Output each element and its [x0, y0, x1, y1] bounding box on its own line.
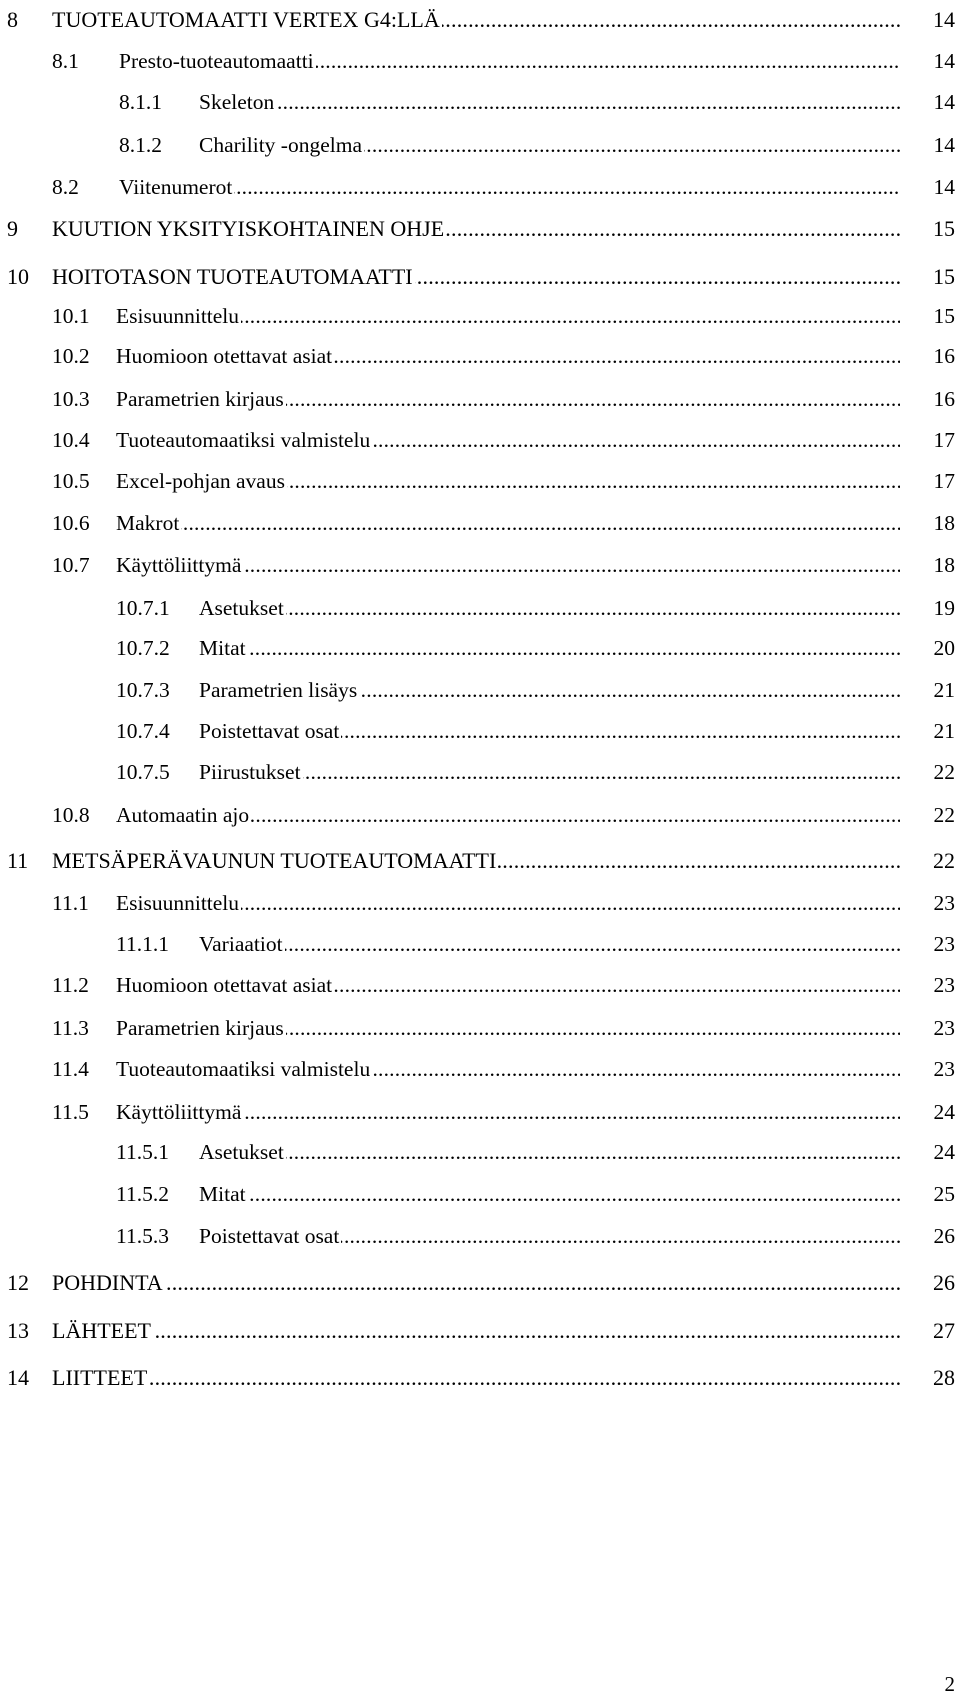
- toc-entry[interactable]: [0, 841, 960, 881]
- toc-entry-number: 11.5.3: [116, 1224, 169, 1248]
- toc-entry-page: 15: [903, 296, 955, 336]
- toc-entry-page: 27: [903, 1311, 955, 1351]
- toc-entry[interactable]: [0, 795, 960, 835]
- toc-entry[interactable]: [0, 82, 960, 122]
- toc-entry-title: Poistettavat osat: [199, 711, 341, 751]
- toc-entry-page: 25: [903, 1174, 955, 1214]
- toc-entry-page: 18: [903, 545, 955, 585]
- toc-entry-title: Esisuunnittelu: [116, 296, 241, 336]
- toc-entry-page: 17: [903, 461, 955, 501]
- toc-entry-title: Viitenumerot: [119, 167, 234, 207]
- toc-entry-number: 11.5.2: [116, 1182, 169, 1206]
- toc-entry-number: 10.6: [52, 511, 90, 535]
- toc-entry-page: 22: [903, 752, 955, 792]
- toc-leader-dots: [116, 503, 900, 543]
- toc-leader-dots: [199, 752, 900, 792]
- toc-leader-dots: [199, 588, 900, 628]
- toc-entry[interactable]: [0, 167, 960, 207]
- toc-entry-page: 15: [903, 257, 955, 297]
- toc-entry-title: Tuoteautomaatiksi valmistelu: [116, 1049, 372, 1089]
- toc-entry-title: Parametrien kirjaus: [116, 379, 286, 419]
- toc-leader-dots: [199, 1132, 900, 1172]
- toc-entry-number: 9: [7, 216, 18, 241]
- toc-entry[interactable]: [0, 924, 960, 964]
- toc-entry[interactable]: [0, 545, 960, 585]
- toc-entry-number: 8.2: [52, 175, 79, 199]
- toc-entry-number: 13: [7, 1318, 29, 1343]
- toc-entry-number: 10.3: [52, 387, 90, 411]
- toc-entry-number: 10.4: [52, 428, 90, 452]
- toc-entry[interactable]: [0, 503, 960, 543]
- toc-entry-number: 8: [7, 7, 18, 32]
- toc-entry-page: 24: [903, 1132, 955, 1172]
- toc-entry-title: POHDINTA: [52, 1263, 165, 1303]
- toc-entry-title: HOITOTASON TUOTEAUTOMAATTI: [52, 257, 415, 297]
- toc-entry-number: 14: [7, 1365, 29, 1390]
- toc-entry[interactable]: [0, 41, 960, 81]
- toc-entry-page: 21: [903, 670, 955, 710]
- toc-entry-number: 11: [7, 848, 29, 873]
- toc-leader-dots: [199, 924, 900, 964]
- toc-entry-title: Asetukset: [199, 1132, 286, 1172]
- toc-entry[interactable]: [0, 257, 960, 297]
- toc-leader-dots: [199, 82, 900, 122]
- toc-entry-page: 15: [903, 209, 955, 249]
- toc-entry-title: Esisuunnittelu: [116, 883, 241, 923]
- toc-leader-dots: [199, 628, 900, 668]
- toc-entry-number: 11.2: [52, 973, 89, 997]
- toc-entry-title: TUOTEAUTOMAATTI VERTEX G4:LLÄ: [52, 0, 442, 40]
- toc-entry-number: 11.4: [52, 1057, 89, 1081]
- toc-entry[interactable]: [0, 670, 960, 710]
- toc-entry-page: 14: [903, 41, 955, 81]
- toc-entry-title: Mitat: [199, 1174, 248, 1214]
- toc-leader-dots: [199, 1174, 900, 1214]
- toc-entry-page: 18: [903, 503, 955, 543]
- toc-entry-title: Poistettavat osat: [199, 1216, 341, 1256]
- toc-entry-title: Parametrien lisäys: [199, 670, 359, 710]
- toc-entry-page: 23: [903, 965, 955, 1005]
- toc-entry[interactable]: [0, 125, 960, 165]
- toc-entry[interactable]: [0, 883, 960, 923]
- toc-entry[interactable]: [0, 1216, 960, 1256]
- toc-entry[interactable]: [0, 588, 960, 628]
- toc-entry-page: 20: [903, 628, 955, 668]
- toc-entry-number: 8.1: [52, 49, 79, 73]
- toc-entry-page: 17: [903, 420, 955, 460]
- toc-entry-title: LÄHTEET: [52, 1311, 153, 1351]
- toc-entry-title: Parametrien kirjaus: [116, 1008, 286, 1048]
- toc-entry-page: 22: [903, 795, 955, 835]
- toc-entry-page: 23: [903, 883, 955, 923]
- toc-entry-title: METSÄPERÄVAUNUN TUOTEAUTOMAATTI: [52, 841, 498, 881]
- toc-entry[interactable]: [0, 965, 960, 1005]
- toc-entry-number: 11.3: [52, 1016, 89, 1040]
- toc-entry-title: Makrot: [116, 503, 181, 543]
- toc-entry-page: 24: [903, 1092, 955, 1132]
- toc-entry-title: Käyttöliittymä: [116, 545, 243, 585]
- toc-entry-number: 10: [7, 264, 29, 289]
- toc-entry-page: 26: [903, 1216, 955, 1256]
- toc-entry[interactable]: [0, 0, 960, 40]
- toc-entry-page: 14: [903, 82, 955, 122]
- toc-entry-page: 23: [903, 1049, 955, 1089]
- toc-entry-number: 10.8: [52, 803, 90, 827]
- toc-entry-number: 10.7.5: [116, 760, 170, 784]
- toc-entry[interactable]: [0, 296, 960, 336]
- toc-entry-title: Excel-pohjan avaus: [116, 461, 287, 501]
- toc-entry-title: Asetukset: [199, 588, 286, 628]
- toc-entry-number: 10.1: [52, 304, 90, 328]
- toc-entry[interactable]: [0, 1263, 960, 1303]
- toc-entry[interactable]: [0, 752, 960, 792]
- toc-leader-dots: [52, 1311, 900, 1351]
- toc-entry-title: Käyttöliittymä: [116, 1092, 243, 1132]
- toc-entry-page: 19: [903, 588, 955, 628]
- toc-entry-title: Mitat: [199, 628, 248, 668]
- toc-leader-dots: [119, 167, 900, 207]
- toc-entry[interactable]: [0, 1358, 960, 1398]
- toc-leader-dots: [52, 1358, 900, 1398]
- toc-entry-number: 10.7.3: [116, 678, 170, 702]
- toc-entry[interactable]: [0, 711, 960, 751]
- toc-entry-number: 12: [7, 1270, 29, 1295]
- toc-entry-title: KUUTION YKSITYISKOHTAINEN OHJE: [52, 209, 446, 249]
- toc-entry-number: 11.5.1: [116, 1140, 169, 1164]
- toc-entry-title: Skeleton: [199, 82, 276, 122]
- toc-entry-page: 14: [903, 167, 955, 207]
- toc-entry[interactable]: [0, 1049, 960, 1089]
- toc-entry-number: 11.1.1: [116, 932, 169, 956]
- toc-entry-page: 22: [903, 841, 955, 881]
- toc-entry-number: 10.7.4: [116, 719, 170, 743]
- toc-entry[interactable]: [0, 420, 960, 460]
- toc-entry-page: 23: [903, 1008, 955, 1048]
- toc-entry-title: Variaatiot: [199, 924, 285, 964]
- toc-entry-title: Huomioon otettavat asiat: [116, 965, 334, 1005]
- toc-entry-number: 10.7.2: [116, 636, 170, 660]
- toc-entry-page: 14: [903, 0, 955, 40]
- toc-entry-page: 28: [903, 1358, 955, 1398]
- toc-leader-dots: [52, 1263, 900, 1303]
- toc-entry-title: Presto-tuoteautomaatti: [119, 41, 316, 81]
- toc-entry-title: Charility -ongelma: [199, 125, 364, 165]
- toc-entry-title: Huomioon otettavat asiat: [116, 336, 334, 376]
- toc-entry-number: 8.1.2: [119, 133, 162, 157]
- toc-entry-title: Automaatin ajo: [116, 795, 251, 835]
- toc-entry-page: 23: [903, 924, 955, 964]
- toc-entry-title: LIITTEET: [52, 1358, 149, 1398]
- toc-entry[interactable]: [0, 1174, 960, 1214]
- toc-entry-page: 14: [903, 125, 955, 165]
- toc-entry[interactable]: [0, 1311, 960, 1351]
- toc-entry-title: Piirustukset: [199, 752, 303, 792]
- toc-entry-page: 16: [903, 336, 955, 376]
- toc-entry[interactable]: [0, 628, 960, 668]
- toc-entry-number: 11.5: [52, 1100, 89, 1124]
- toc-entry-number: 10.7.1: [116, 596, 170, 620]
- toc-entry[interactable]: [0, 209, 960, 249]
- toc-entry-number: 10.7: [52, 553, 90, 577]
- toc-entry-page: 16: [903, 379, 955, 419]
- toc-entry-number: 10.5: [52, 469, 90, 493]
- toc-entry-title: Tuoteautomaatiksi valmistelu: [116, 420, 372, 460]
- toc-entry[interactable]: [0, 336, 960, 376]
- toc-entry-number: 8.1.1: [119, 90, 162, 114]
- toc-entry-number: 10.2: [52, 344, 90, 368]
- toc-entry-page: 26: [903, 1263, 955, 1303]
- toc-entry-number: 11.1: [52, 891, 89, 915]
- toc-entry[interactable]: [0, 461, 960, 501]
- toc-entry[interactable]: [0, 1132, 960, 1172]
- toc-entry-page: 21: [903, 711, 955, 751]
- page-number: 2: [944, 1672, 955, 1696]
- toc-entry[interactable]: [0, 1008, 960, 1048]
- toc-entry[interactable]: [0, 379, 960, 419]
- toc-entry[interactable]: [0, 1092, 960, 1132]
